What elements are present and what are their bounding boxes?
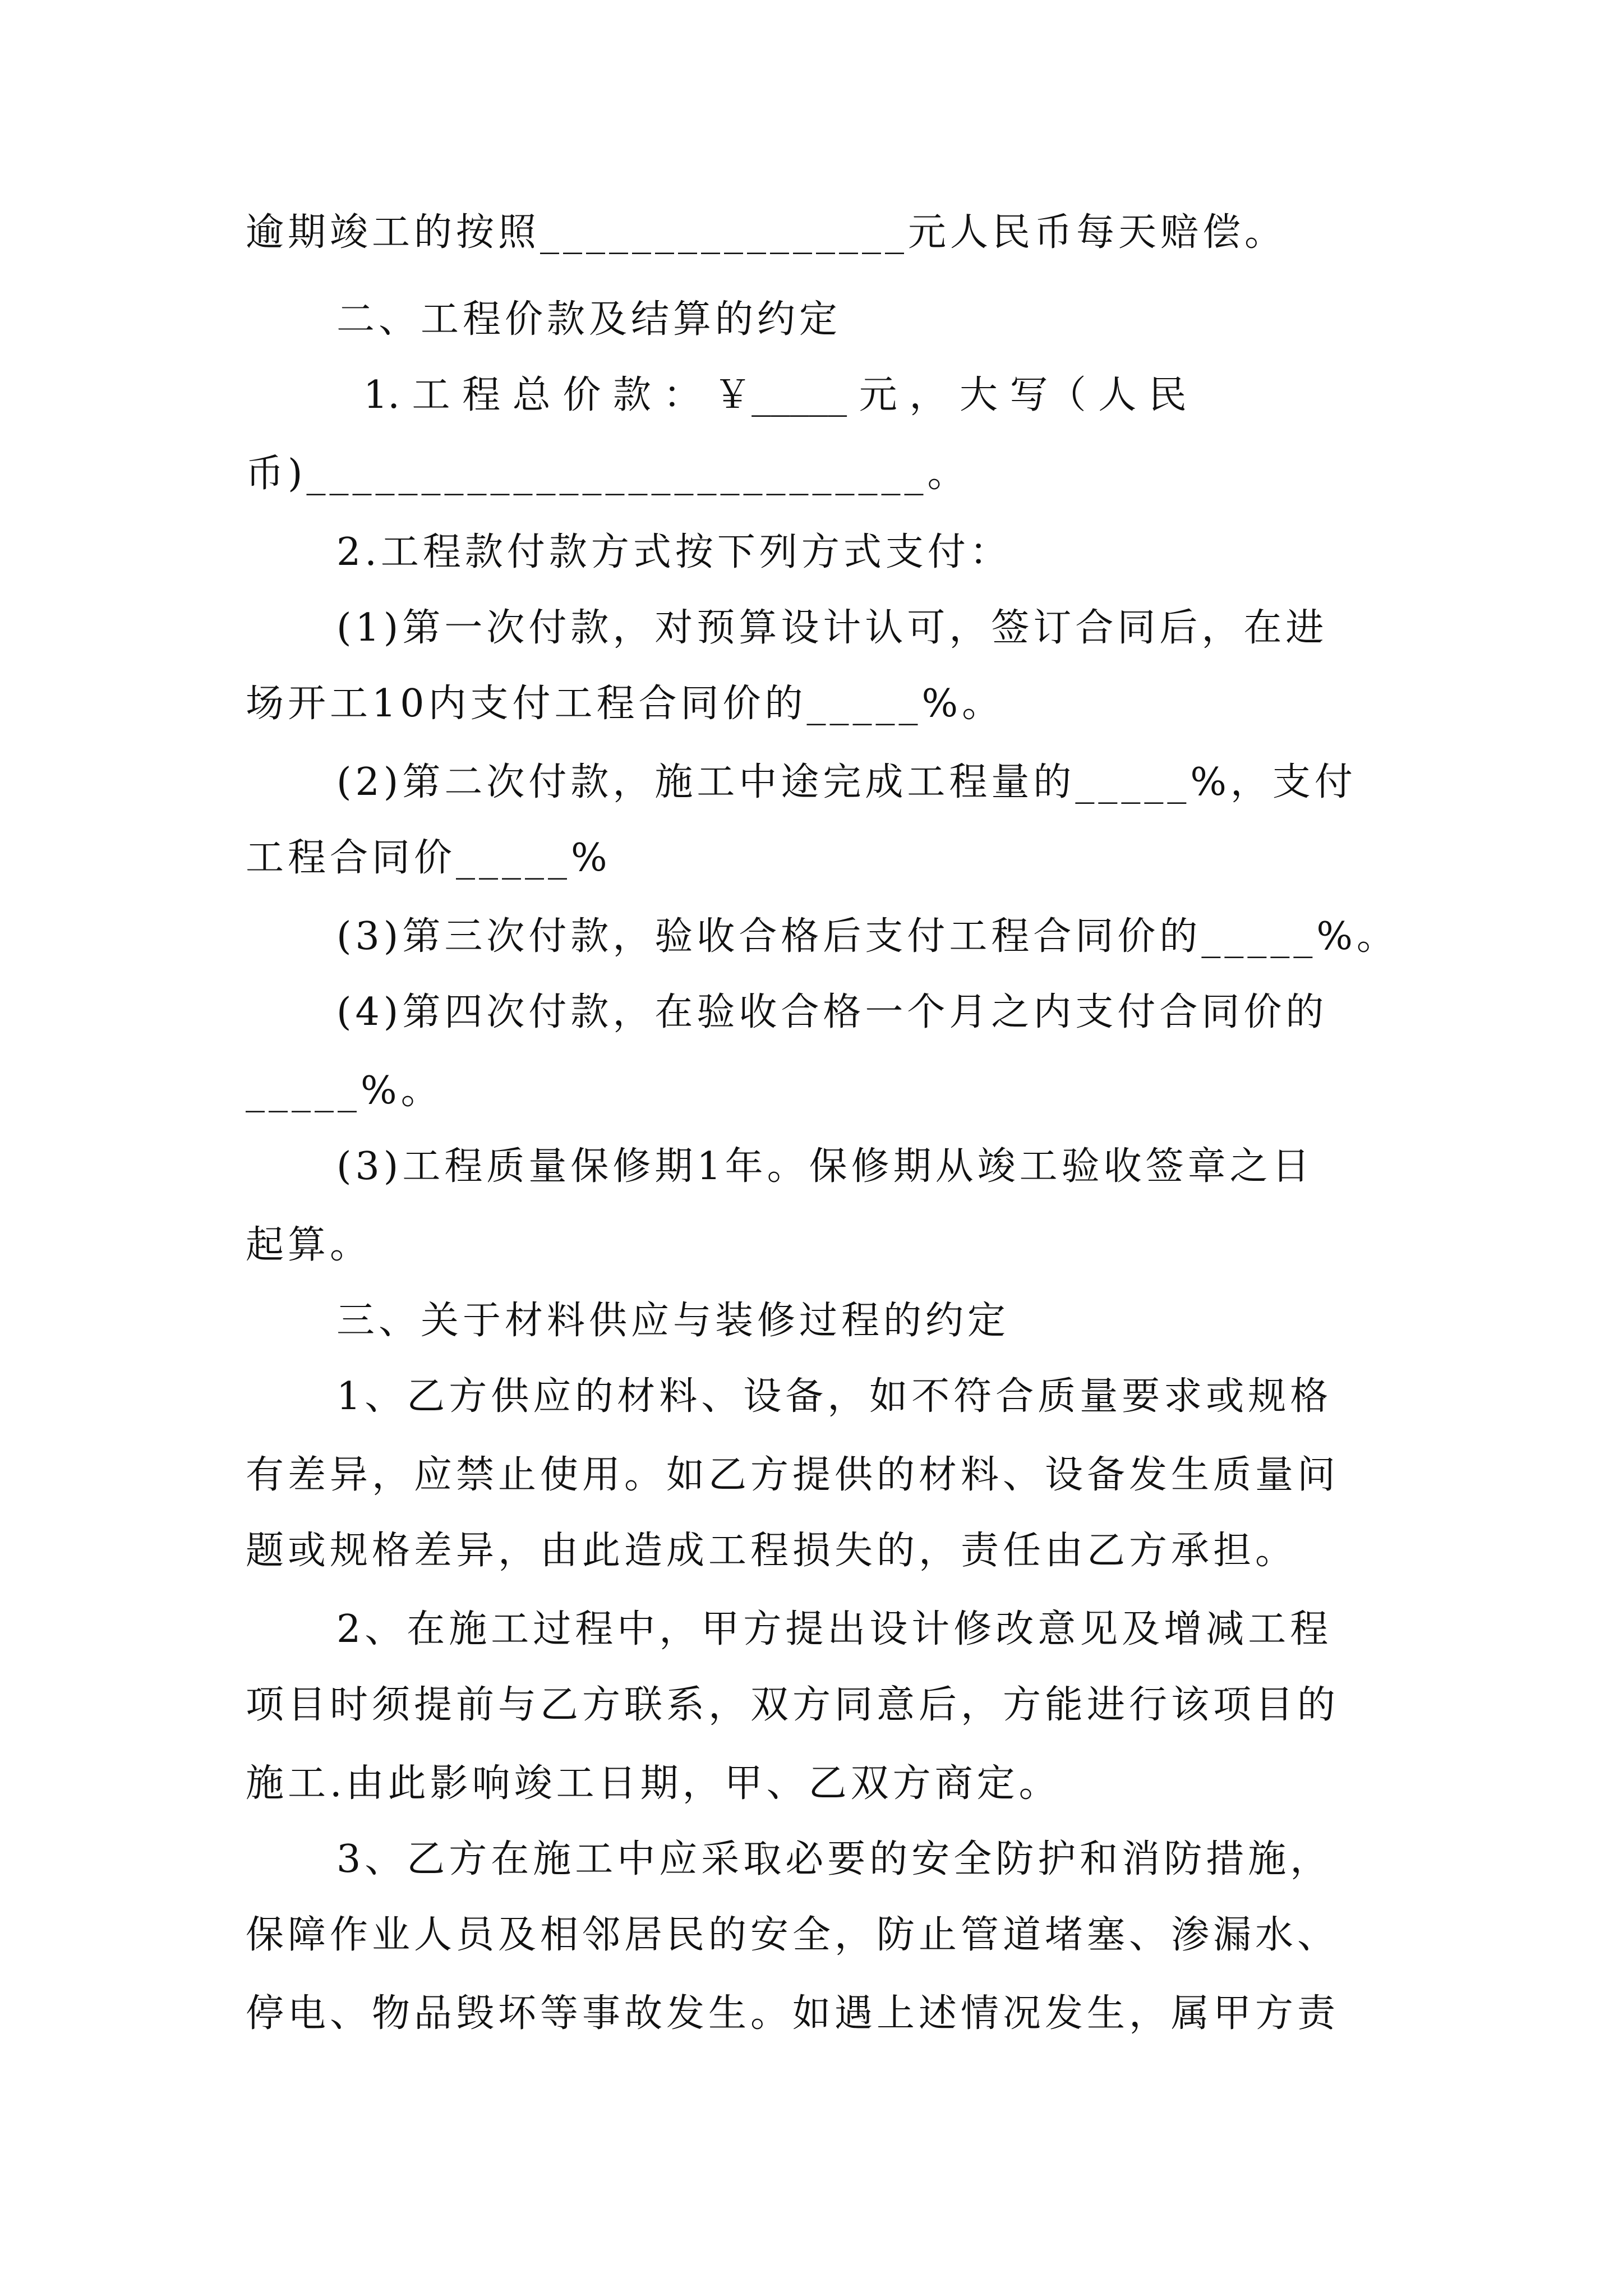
text-line-11: (4)第四次付款，在验收合格一个月之内支付合同价的 — [336, 990, 1328, 1034]
text-line-22: 3、乙方在施工中应采取必要的安全防护和消防措施， — [336, 1837, 1332, 1881]
text-line-10: (3)第三次付款，验收合格后支付工程合同价的_____%。 — [336, 914, 1399, 959]
text-line-5: 2.工程款付款方式按下列方式支付： — [336, 530, 1012, 574]
text-line-21: 施工.由此影响竣工日期，甲、乙双方商定。 — [246, 1761, 1061, 1806]
section-heading-2: 二、工程价款及结算的约定 — [336, 297, 842, 342]
text-line-9: 工程合同价_____% — [246, 836, 611, 880]
text-line-1: 逾期竣工的按照________________元人民币每天赔偿。 — [246, 210, 1287, 255]
text-line-4: 币)___________________________。 — [246, 452, 970, 496]
text-line-16: 1、乙方供应的材料、设备，如不符合质量要求或规格 — [336, 1374, 1332, 1419]
text-line-18: 题或规格差异，由此造成工程损失的，责任由乙方承担。 — [246, 1529, 1298, 1573]
section-heading-3: 三、关于材料供应与装修过程的约定 — [336, 1299, 1010, 1343]
text-line-24: 停电、物品毁坏等事故发生。如遇上述情况发生，属甲方责 — [246, 1991, 1340, 2036]
text-line-3 — [363, 367, 1390, 424]
text-line-23: 保障作业人员及相邻居民的安全，防止管道堵塞、渗漏水、 — [246, 1913, 1340, 1957]
text-line-6: (1)第一次付款，对预算设计认可，签订合同后，在进 — [336, 606, 1328, 650]
text-line-19: 2、在施工过程中，甲方提出设计修改意见及增减工程 — [336, 1607, 1332, 1651]
text-line-14: 起算。 — [246, 1223, 372, 1267]
text-line-7: 场开工10内支付工程合同价的_____%。 — [246, 682, 1004, 726]
text-line-8: (2)第二次付款，施工中途完成工程量的_____%，支付 — [336, 760, 1357, 804]
text-line-12: _____%。 — [246, 1069, 443, 1113]
text-line-13: (3)工程质量保修期1年。保修期从竣工验收签章之日 — [336, 1144, 1314, 1189]
text-line-17: 有差异，应禁止使用。如乙方提供的材料、设备发生质量问 — [246, 1453, 1340, 1497]
text-line-20: 项目时须提前与乙方联系，双方同意后，方能进行该项目的 — [246, 1683, 1340, 1727]
text-line-3-content: 1. 工 程 总 价 款 ： ￥_____ 元 ， 大 写（ 人 民 — [363, 373, 1187, 417]
